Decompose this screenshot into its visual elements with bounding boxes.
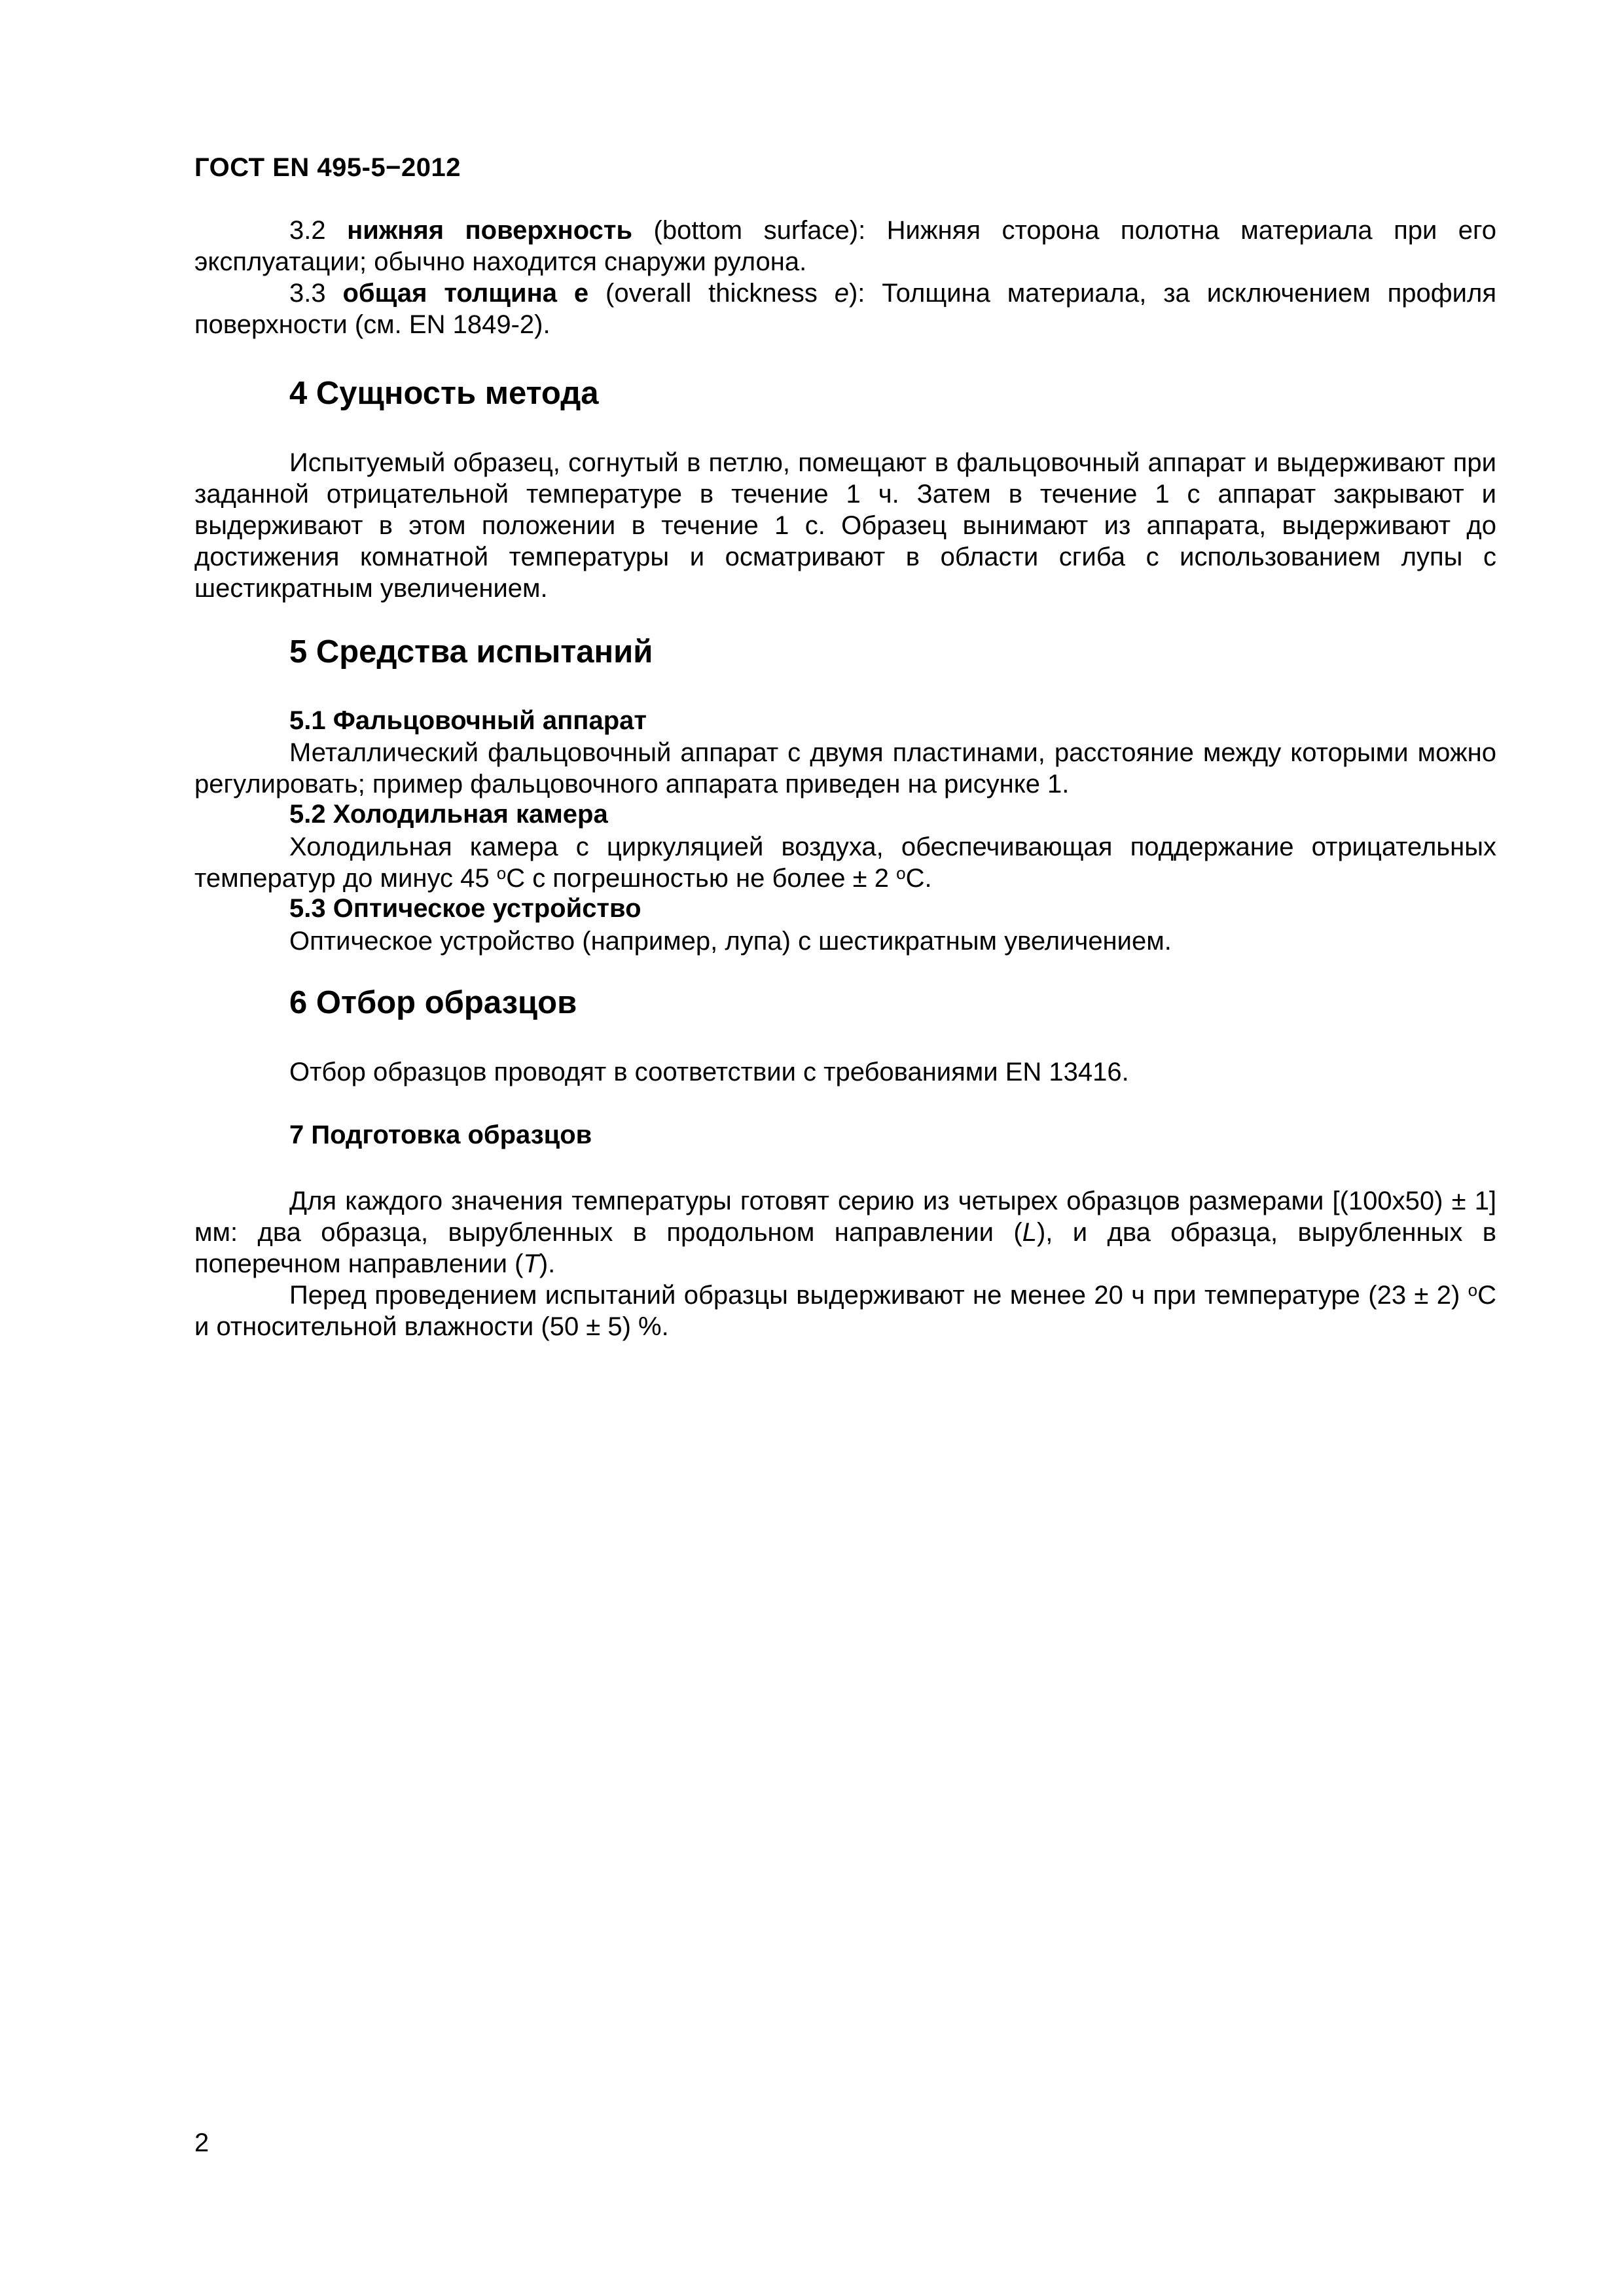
section-7-paragraph-1-text-c: ). — [539, 1249, 556, 1278]
section-5-heading: 5 Средства испытаний — [289, 634, 653, 670]
clause-3-2-text: (bottom surface): Нижняя сторона полотна материала при его эксплуатации; обычно находится снаружи рулона. — [194, 216, 1497, 276]
section-7-heading: 7 Подготовка образцов — [289, 1121, 592, 1149]
subsection-5-2-text-a: Холодильная камера с циркуляцией воздуха, обеспечивающая поддержание отрицательных температур до минус 45 — [194, 833, 1496, 893]
clause-3-3-text-2: ): Толщина материала, за исключением профиля поверхности (см. EN 1849-2). — [194, 279, 1497, 339]
direction-t: T — [523, 1249, 539, 1278]
clause-3-2 — [194, 215, 1496, 278]
section-7-paragraph-2 — [194, 1280, 1496, 1342]
section-4-heading: 4 Сущность метода — [289, 376, 599, 411]
subsection-5-1-heading: 5.1 Фальцовочный аппарат — [289, 706, 647, 735]
degree-mark: o — [896, 863, 906, 883]
clause-3-3-text-1: (overall thickness — [588, 279, 835, 308]
subsection-5-2-text-b: С с погрешностью не более ± 2 — [506, 864, 897, 893]
clause-3-3-variable: e — [834, 279, 849, 308]
clause-3-3-term: общая толщина e — [342, 279, 589, 308]
clause-3-3 — [194, 278, 1496, 340]
section-6-paragraph: Отбор образцов проводят в соответствии с требованиями EN 13416. — [289, 1058, 1129, 1086]
document-header: ГОСТ EN 495-5−2012 — [194, 153, 461, 182]
degree-mark: o — [496, 863, 507, 883]
subsection-5-3-heading: 5.3 Оптическое устройство — [289, 894, 641, 923]
direction-l: L — [1022, 1218, 1037, 1247]
subsection-5-2-text-c: С. — [905, 864, 932, 893]
subsection-5-3-paragraph: Оптическое устройство (например, лупа) с шестикратным увеличением. — [289, 927, 1172, 956]
clause-3-2-number: 3.2 — [289, 216, 348, 245]
degree-mark: o — [1468, 1280, 1478, 1300]
section-7-paragraph-2-text-b: С и относительной влажности (50 ± 5) %. — [194, 1281, 1496, 1341]
subsection-5-2-paragraph — [194, 831, 1496, 894]
section-4-paragraph: Испытуемый образец, согнутый в петлю, помещают в фальцовочный аппарат и выдерживают при заданной отрицательной температуре в течение 1 ч. Затем в течение 1 с аппарат закрывают и выдерживают в этом положении в течение 1 с. Образец вынимают из аппарата, выдерживают до достижения комнатной температуры и осматривают в области сгиба с использованием лупы с шестикратным увеличением. — [194, 448, 1496, 603]
clause-3-2-term: нижняя поверхность — [347, 216, 633, 245]
subsection-5-1-paragraph: Металлический фальцовочный аппарат с двумя пластинами, расстояние между которыми можно регулировать; пример фальцовочного аппарата приведен на рисунке 1. — [194, 738, 1496, 798]
section-7-paragraph-1-text-b: ), и два образца, вырубленных в поперечном направлении ( — [194, 1218, 1496, 1278]
section-7-paragraph-2-text-a: Перед проведением испытаний образцы выдерживают не менее 20 ч при температуре (23 ± 2) — [289, 1281, 1468, 1310]
clause-3-3-number: 3.3 — [289, 279, 343, 308]
section-7-paragraph-1 — [194, 1185, 1496, 1280]
page-number: 2 — [194, 2128, 209, 2157]
section-7-paragraph-1-text-a: Для каждого значения температуры готовят серию из четырех образцов размерами [(100x50) ± 1] мм: два образца, вырубленных в продольном направлении ( — [194, 1187, 1496, 1247]
subsection-5-2-heading: 5.2 Холодильная камера — [289, 800, 608, 829]
section-6-heading: 6 Отбор образцов — [289, 985, 577, 1020]
